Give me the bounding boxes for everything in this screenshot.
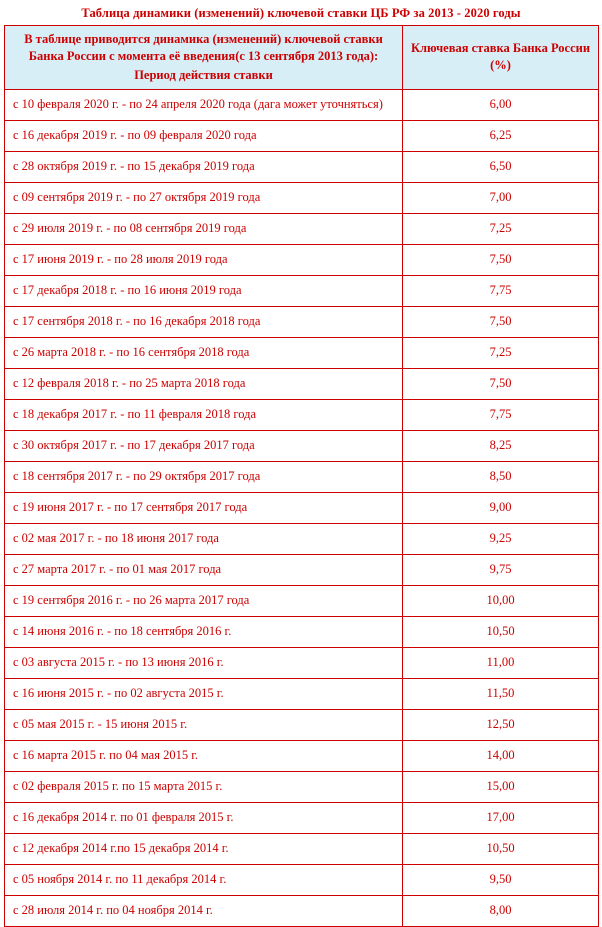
cell-period: с 10 февраля 2020 г. - по 24 апреля 2020 года (дага может уточняться): [5, 89, 403, 120]
table-row: [5, 89, 599, 120]
cell-period: с 28 октября 2019 г. - по 15 декабря 2019 года: [5, 151, 403, 182]
cell-rate: 8,00: [403, 895, 599, 926]
header-cell-rate: Ключевая ставка Банка России (%): [403, 26, 599, 90]
table-row: [5, 368, 599, 399]
cell-period: с 19 сентября 2016 г. - по 26 марта 2017 года: [5, 585, 403, 616]
cell-period: с 30 октября 2017 г. - по 17 декабря 2017 года: [5, 430, 403, 461]
cell-rate: 10,00: [403, 585, 599, 616]
table-row: [5, 833, 599, 864]
table-row: [5, 182, 599, 213]
key-rate-table: [4, 25, 599, 927]
table-row: [5, 430, 599, 461]
cell-period: с 16 июня 2015 г. - по 02 августа 2015 г.: [5, 678, 403, 709]
cell-period: с 17 сентября 2018 г. - по 16 декабря 2018 года: [5, 306, 403, 337]
cell-period: с 26 марта 2018 г. - по 16 сентября 2018 года: [5, 337, 403, 368]
cell-period: с 02 февраля 2015 г. по 15 марта 2015 г.: [5, 771, 403, 802]
cell-period: с 16 декабря 2019 г. - по 09 февраля 2020 года: [5, 120, 403, 151]
header-intro-paragraph: В таблице приводится динамика (изменений) ключевой ставки Банка России с момента её введения(с 13 сентября 2013 года):: [24, 32, 383, 63]
table-row: [5, 616, 599, 647]
table-row: [5, 864, 599, 895]
cell-rate: 10,50: [403, 616, 599, 647]
cell-rate: 7,25: [403, 337, 599, 368]
cell-rate: 9,25: [403, 523, 599, 554]
cell-period: с 05 мая 2015 г. - 15 июня 2015 г.: [5, 709, 403, 740]
cell-rate: 7,50: [403, 306, 599, 337]
header-cell-period: [5, 26, 403, 90]
cell-period: с 14 июня 2016 г. - по 18 сентября 2016 г.: [5, 616, 403, 647]
cell-rate: 9,00: [403, 492, 599, 523]
cell-rate: 17,00: [403, 802, 599, 833]
table-row: [5, 554, 599, 585]
table-row: [5, 740, 599, 771]
cell-period: с 12 февраля 2018 г. - по 25 марта 2018 года: [5, 368, 403, 399]
table-row: [5, 647, 599, 678]
table-row: [5, 895, 599, 926]
page-title: Таблица динамики (изменений) ключевой ставки ЦБ РФ за 2013 - 2020 годы: [81, 6, 521, 20]
cell-period: с 09 сентября 2019 г. - по 27 октября 2019 года: [5, 182, 403, 213]
table-row: [5, 337, 599, 368]
cell-rate: 7,25: [403, 213, 599, 244]
table-row: [5, 306, 599, 337]
cell-rate: 7,50: [403, 244, 599, 275]
cell-period: с 12 декабря 2014 г.по 15 декабря 2014 г.: [5, 833, 403, 864]
cell-rate: 6,00: [403, 89, 599, 120]
cell-rate: 7,75: [403, 399, 599, 430]
table-row: [5, 244, 599, 275]
cell-rate: 11,50: [403, 678, 599, 709]
cell-rate: 7,75: [403, 275, 599, 306]
table-row: [5, 492, 599, 523]
cell-period: с 27 марта 2017 г. - по 01 мая 2017 года: [5, 554, 403, 585]
cell-rate: 14,00: [403, 740, 599, 771]
table-row: [5, 678, 599, 709]
cell-rate: 11,00: [403, 647, 599, 678]
table-row: [5, 461, 599, 492]
table-row: [5, 120, 599, 151]
cell-period: с 17 декабря 2018 г. - по 16 июня 2019 года: [5, 275, 403, 306]
cell-period: с 18 сентября 2017 г. - по 29 октября 2017 года: [5, 461, 403, 492]
cell-period: с 05 ноября 2014 г. по 11 декабря 2014 г.: [5, 864, 403, 895]
table-body: [5, 89, 599, 926]
cell-rate: 10,50: [403, 833, 599, 864]
cell-period: с 28 июля 2014 г. по 04 ноября 2014 г.: [5, 895, 403, 926]
cell-rate: 7,50: [403, 368, 599, 399]
table-row: [5, 275, 599, 306]
table-row: [5, 771, 599, 802]
table-row: [5, 802, 599, 833]
cell-rate: 12,50: [403, 709, 599, 740]
cell-rate: 6,25: [403, 120, 599, 151]
table-row: [5, 523, 599, 554]
cell-period: с 03 августа 2015 г. - по 13 июня 2016 г.: [5, 647, 403, 678]
cell-period: с 17 июня 2019 г. - по 28 июля 2019 года: [5, 244, 403, 275]
table-row: [5, 399, 599, 430]
cell-period: с 16 марта 2015 г. по 04 мая 2015 г.: [5, 740, 403, 771]
table-row: [5, 585, 599, 616]
cell-rate: 6,50: [403, 151, 599, 182]
table-row: [5, 709, 599, 740]
cell-period: с 29 июля 2019 г. - по 08 сентября 2019 года: [5, 213, 403, 244]
cell-period: с 18 декабря 2017 г. - по 11 февраля 2018 года: [5, 399, 403, 430]
table-header: [5, 26, 599, 90]
header-period-subtitle: Период действия ставки: [134, 67, 273, 82]
cell-rate: 7,00: [403, 182, 599, 213]
cell-rate: 9,75: [403, 554, 599, 585]
table-header-row: [5, 26, 599, 90]
table-row: [5, 213, 599, 244]
cell-rate: 8,25: [403, 430, 599, 461]
cell-rate: 15,00: [403, 771, 599, 802]
cell-rate: 8,50: [403, 461, 599, 492]
table-row: [5, 151, 599, 182]
cell-rate: 9,50: [403, 864, 599, 895]
cell-period: с 19 июня 2017 г. - по 17 сентября 2017 года: [5, 492, 403, 523]
cell-period: с 02 мая 2017 г. - по 18 июня 2017 года: [5, 523, 403, 554]
cell-period: с 16 декабря 2014 г. по 01 февраля 2015 г.: [5, 802, 403, 833]
